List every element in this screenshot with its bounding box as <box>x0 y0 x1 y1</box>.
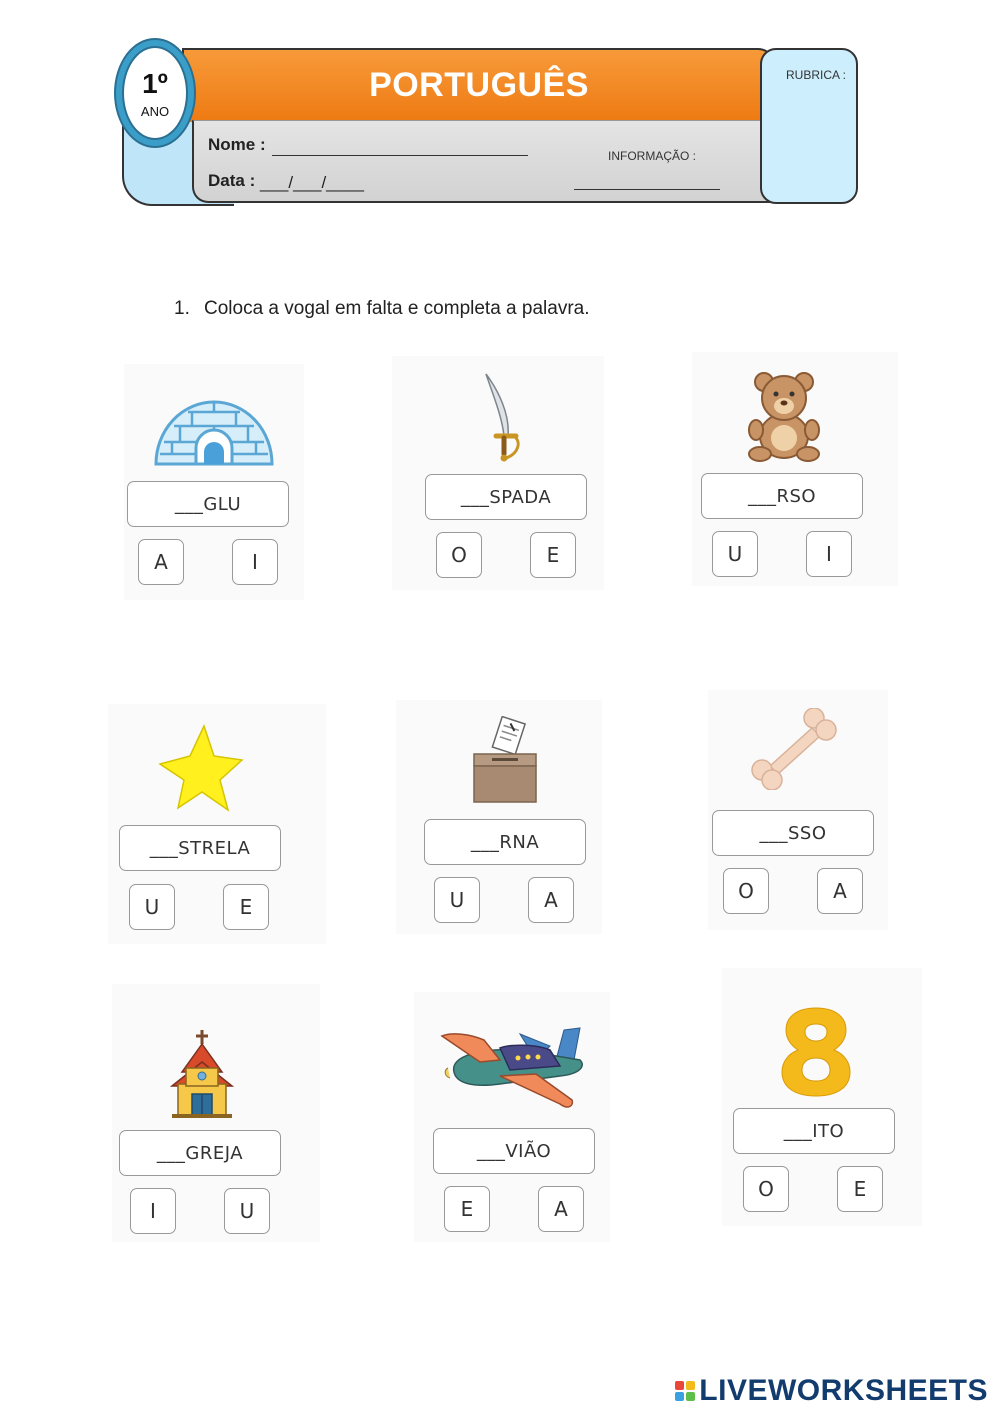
option-button[interactable]: I <box>232 539 278 585</box>
option-button[interactable]: E <box>837 1166 883 1212</box>
option-button[interactable]: I <box>130 1188 176 1234</box>
word-box: ___GLU <box>127 481 289 527</box>
rubric-box <box>760 48 858 204</box>
option-button[interactable]: U <box>712 531 758 577</box>
header-title-bar <box>182 48 776 122</box>
sword-icon <box>478 370 530 462</box>
exercise-card-church <box>112 984 320 1242</box>
ballot-box-icon <box>470 716 540 806</box>
brand-text: LIVEWORKSHEETS <box>699 1374 988 1407</box>
option-button[interactable]: O <box>743 1166 789 1212</box>
grade-sub: ANO <box>140 104 170 119</box>
exercise-card-number-eight <box>722 968 922 1226</box>
date-label: Data : <box>208 171 256 190</box>
star-icon <box>158 724 244 812</box>
grade-number: 1º <box>142 68 168 99</box>
word-box: ___STRELA <box>119 825 281 871</box>
header-info-panel <box>192 120 776 203</box>
option-button[interactable]: A <box>817 868 863 914</box>
info-line <box>574 189 720 190</box>
option-button[interactable]: A <box>538 1186 584 1232</box>
igloo-icon <box>152 382 276 468</box>
option-button[interactable]: A <box>528 877 574 923</box>
airplane-icon <box>440 1026 590 1116</box>
option-button[interactable]: U <box>224 1188 270 1234</box>
exercise-card-igloo <box>124 364 304 600</box>
word-box: ___VIÃO <box>433 1128 595 1174</box>
word-box: ___SSO <box>712 810 874 856</box>
exercise-card-airplane <box>414 992 610 1242</box>
exercise-card-teddy-bear <box>692 352 898 586</box>
church-icon <box>170 1028 234 1120</box>
footer-brand <box>675 1374 988 1408</box>
bone-icon <box>748 708 838 790</box>
option-button[interactable]: E <box>223 884 269 930</box>
instruction-number: 1. <box>174 298 190 319</box>
name-line <box>272 155 528 156</box>
option-button[interactable]: O <box>723 868 769 914</box>
exercise-card-bone <box>708 690 888 930</box>
word-box: ___RNA <box>424 819 586 865</box>
option-button[interactable]: E <box>444 1186 490 1232</box>
grade-badge <box>114 38 196 148</box>
instruction <box>174 298 590 320</box>
exercise-card-ballot-box <box>396 700 602 934</box>
word-box: ___RSO <box>701 473 863 519</box>
subject-title: PORTUGUÊS <box>369 66 589 104</box>
option-button[interactable]: I <box>806 531 852 577</box>
exercise-card-sword <box>392 356 604 590</box>
option-button[interactable]: E <box>530 532 576 578</box>
option-button[interactable]: U <box>129 884 175 930</box>
option-button[interactable]: A <box>138 539 184 585</box>
teddy-bear-icon <box>744 372 824 462</box>
word-box: ___GREJA <box>119 1130 281 1176</box>
rubric-label: RUBRICA : <box>786 68 847 82</box>
option-button[interactable]: U <box>434 877 480 923</box>
instruction-text: Coloca a vogal em falta e completa a palavra. <box>204 298 590 319</box>
option-button[interactable]: O <box>436 532 482 578</box>
exercise-card-star <box>108 704 326 944</box>
date-blank: ___/___/____ <box>260 173 364 192</box>
word-box: ___SPADA <box>425 474 587 520</box>
info-label: INFORMAÇÃO : <box>608 149 697 163</box>
worksheet-header <box>122 40 858 204</box>
word-box: ___ITO <box>733 1108 895 1154</box>
name-label: Nome : <box>208 135 266 154</box>
number-eight-icon <box>780 1006 852 1098</box>
liveworksheets-logo-icon <box>675 1381 695 1401</box>
